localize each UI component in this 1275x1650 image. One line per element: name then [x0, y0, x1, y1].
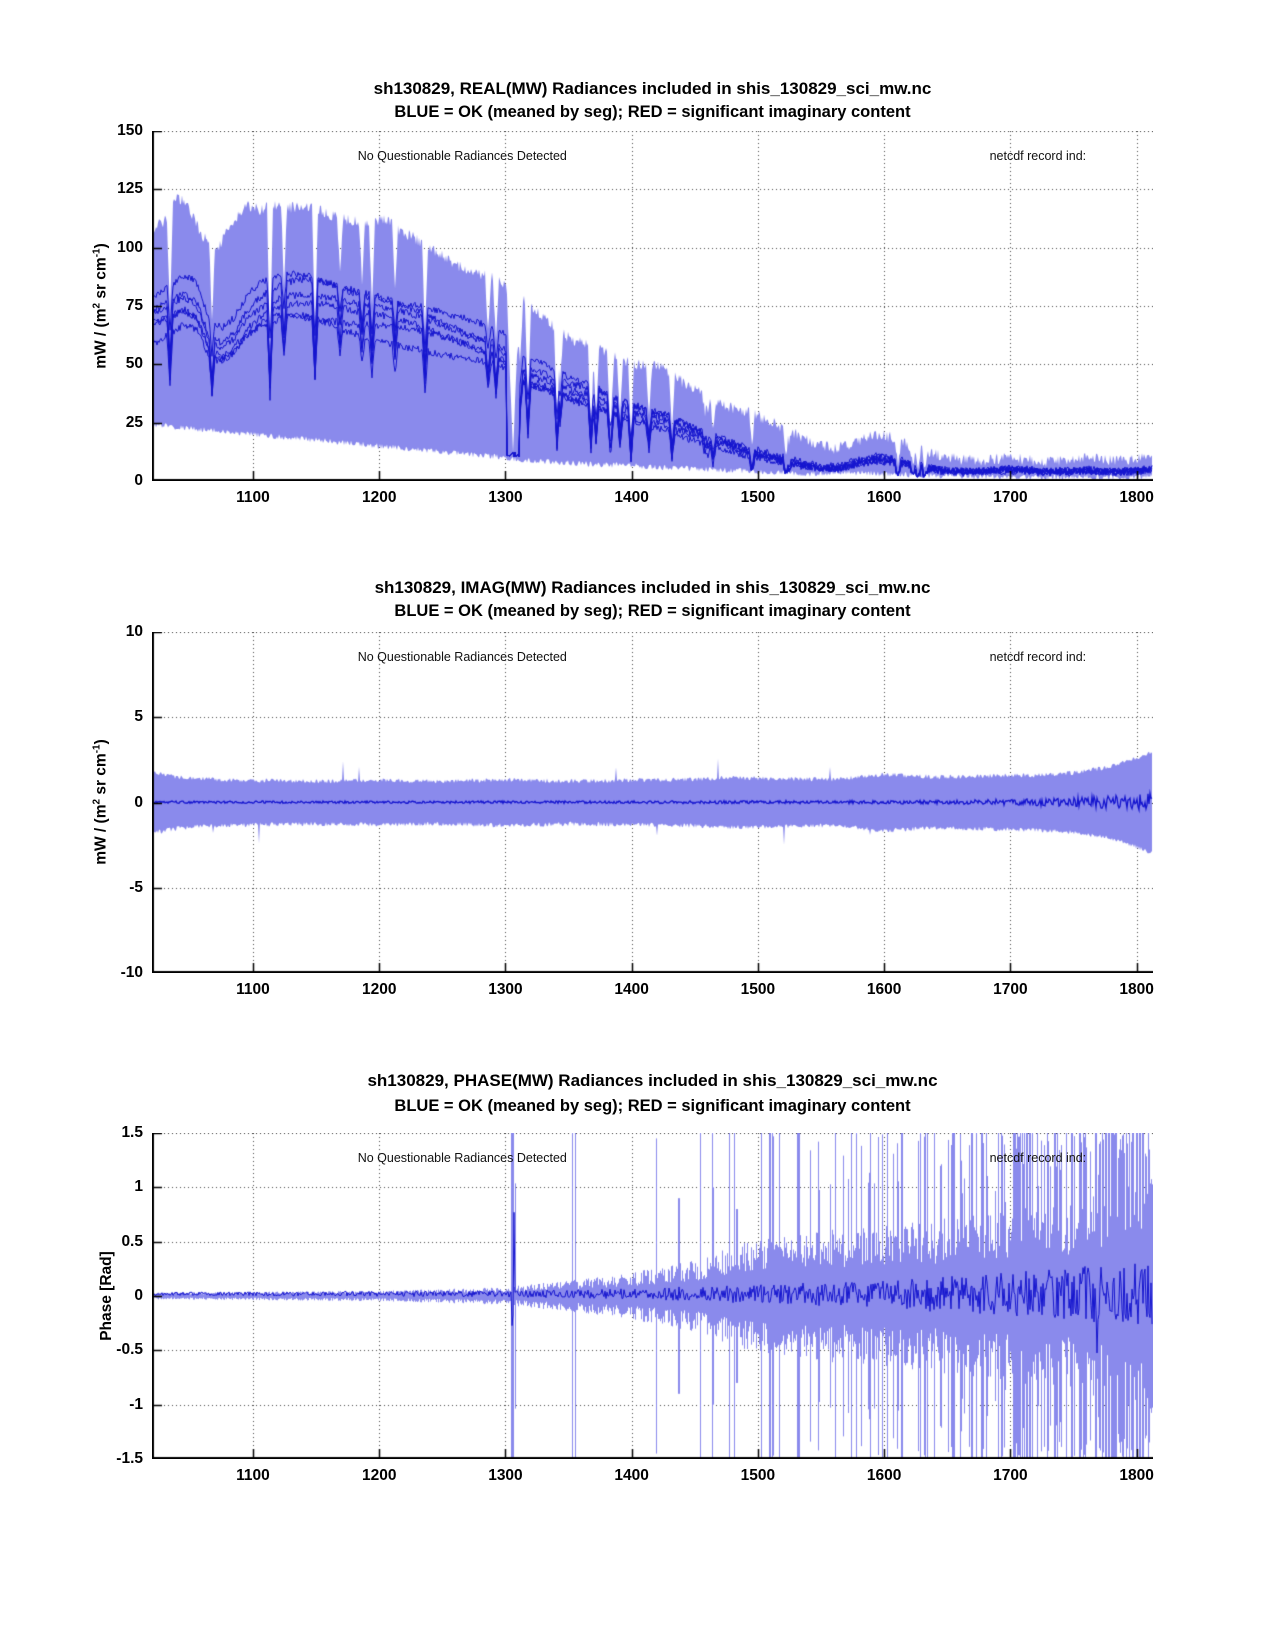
y-tick-label: 0: [134, 1287, 143, 1304]
phase-plot-title: sh130829, PHASE(MW) Radiances included in shis_130829_sci_mw.nc: [367, 1071, 938, 1090]
x-tick-label: 1300: [488, 981, 523, 998]
x-tick-label: 1700: [993, 981, 1028, 998]
real-y-axis-label: [91, 243, 110, 369]
y-tick-label: -5: [129, 878, 143, 896]
x-tick-label: 1500: [740, 489, 776, 506]
y-axis-label-part: ): [92, 243, 110, 249]
y-tick-label: 50: [125, 355, 143, 373]
x-tick-label: 1800: [1119, 489, 1154, 506]
y-tick-label: 1.5: [121, 1124, 143, 1141]
phase-plot-canvas: [152, 1133, 1153, 1459]
y-tick-label: -1: [129, 1395, 143, 1413]
real-plot-canvas: [152, 131, 1153, 481]
y-tick-label: 1: [134, 1178, 143, 1196]
x-tick-label: 1200: [361, 489, 397, 506]
no-questionable-radiances-annotation: No Questionable Radiances Detected: [357, 1151, 567, 1165]
phase-plot-subtitle: BLUE = OK (meaned by seg); RED = significant imaginary content: [394, 1097, 911, 1115]
y-axis-label-part: sr cm: [92, 257, 110, 303]
x-tick-label: 1200: [361, 1467, 397, 1484]
y-tick-label: 10: [125, 623, 143, 640]
x-tick-label: 1600: [866, 489, 902, 506]
x-tick-label: 1600: [866, 981, 902, 998]
y-axis-label-part: Phase [Rad]: [98, 1251, 115, 1341]
x-tick-label: 1400: [614, 981, 649, 998]
y-axis-label-part: ): [92, 739, 110, 745]
netcdf-record-ind-annotation: netcdf record ind:: [989, 149, 1087, 163]
netcdf-record-ind-annotation: netcdf record ind:: [989, 1151, 1087, 1165]
y-axis-label-part: 2: [91, 798, 103, 805]
y-axis-label-part: mW / (m: [92, 804, 110, 865]
y-tick-label: 125: [117, 180, 143, 198]
y-tick-label: 75: [125, 297, 143, 314]
y-tick-label: -10: [120, 964, 143, 981]
x-tick-label: 1300: [488, 1467, 523, 1484]
x-tick-label: 1100: [236, 489, 270, 506]
imag-plot-area: [120, 623, 1154, 998]
x-tick-label: 1800: [1119, 1467, 1154, 1484]
netcdf-record-ind-annotation: netcdf record ind:: [989, 650, 1087, 664]
x-tick-label: 1400: [614, 1467, 649, 1484]
imag-y-axis-label: [91, 739, 110, 865]
y-tick-label: 0.5: [121, 1232, 143, 1250]
y-tick-label: 25: [125, 413, 143, 431]
y-tick-label: -0.5: [116, 1341, 143, 1359]
x-tick-label: 1500: [740, 981, 776, 998]
y-tick-label: 0: [134, 793, 143, 811]
x-tick-label: 1700: [993, 489, 1028, 506]
imag-plot-canvas: [152, 632, 1153, 973]
x-tick-label: 1100: [236, 1467, 270, 1484]
y-tick-label: -1.5: [116, 1450, 143, 1467]
x-tick-label: 1500: [740, 1467, 776, 1484]
x-tick-label: 1700: [993, 1467, 1028, 1484]
real-plot-subtitle: BLUE = OK (meaned by seg); RED = significant imaginary content: [394, 103, 911, 121]
no-questionable-radiances-annotation: No Questionable Radiances Detected: [357, 650, 567, 664]
y-axis-label-part: -1: [91, 744, 103, 754]
phase-y-axis-label: [98, 1251, 116, 1341]
real-plot-title: sh130829, REAL(MW) Radiances included in shis_130829_sci_mw.nc: [373, 79, 932, 98]
x-tick-label: 1100: [236, 981, 270, 998]
phase-plot-area: [116, 1124, 1154, 1484]
y-tick-label: 5: [134, 708, 143, 726]
imag-plot-subtitle: BLUE = OK (meaned by seg); RED = significant imaginary content: [394, 602, 911, 620]
y-axis-label-part: -1: [91, 248, 103, 258]
x-tick-label: 1300: [488, 489, 523, 506]
y-axis-label-part: 2: [91, 302, 103, 309]
x-tick-label: 1400: [614, 489, 649, 506]
imag-plot-title: sh130829, IMAG(MW) Radiances included in shis_130829_sci_mw.nc: [374, 578, 931, 597]
real-plot-area: [117, 122, 1154, 506]
no-questionable-radiances-annotation: No Questionable Radiances Detected: [357, 149, 567, 163]
y-axis-label-part: mW / (m: [92, 308, 110, 369]
y-tick-label: 100: [117, 238, 143, 256]
y-axis-label-part: sr cm: [92, 753, 110, 799]
x-tick-label: 1800: [1119, 981, 1154, 998]
x-tick-label: 1200: [361, 981, 397, 998]
y-tick-label: 150: [117, 122, 143, 139]
x-tick-label: 1600: [866, 1467, 902, 1484]
y-tick-label: 0: [134, 472, 143, 489]
